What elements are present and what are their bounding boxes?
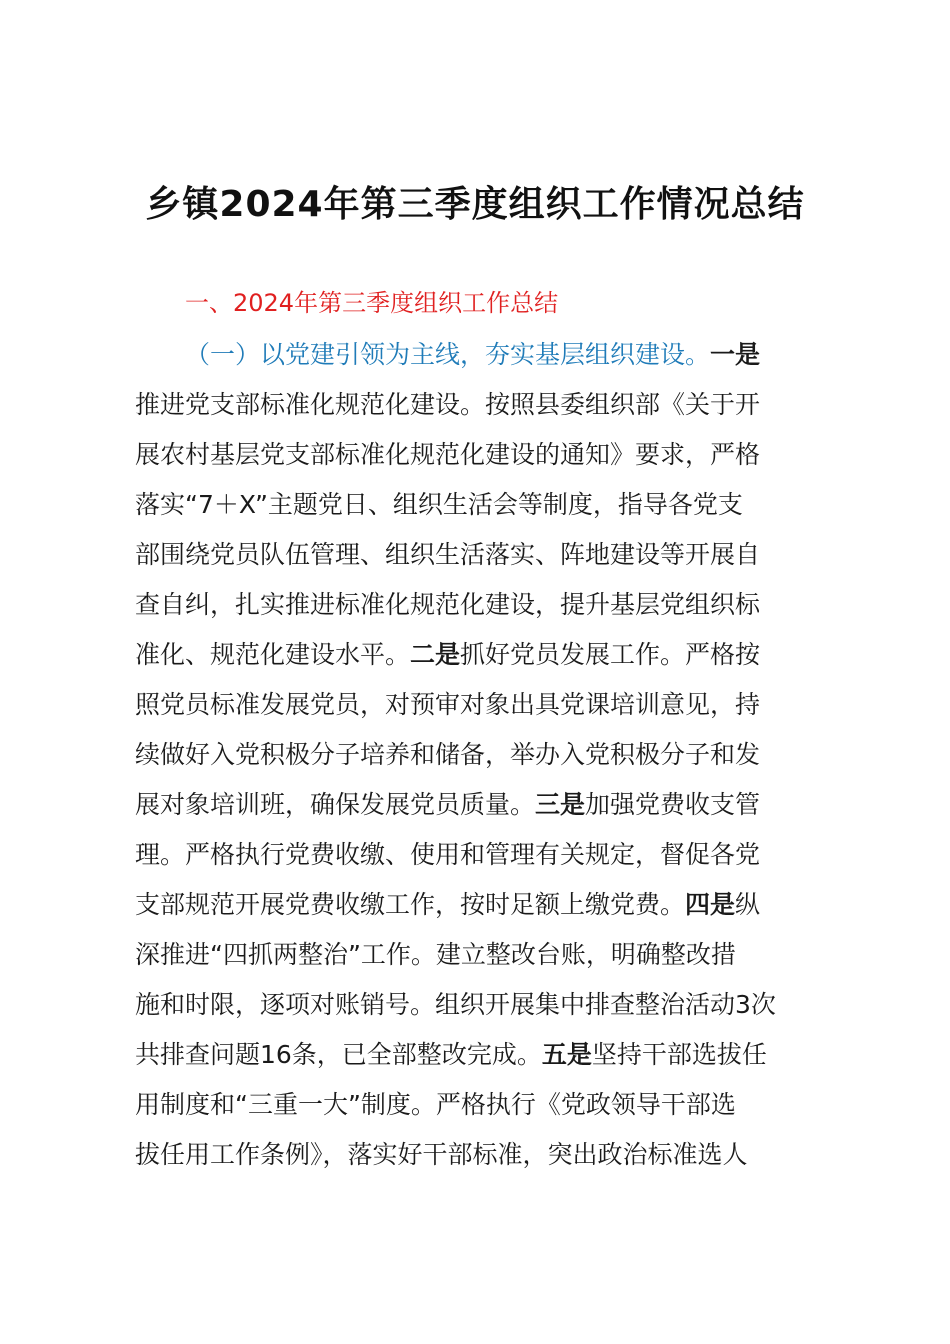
body-line (135, 930, 835, 980)
subheading: （一）以党建引领为主线，夯实基层组织建设。 (185, 340, 711, 369)
line-text: 续做好入党积极分子培养和储备，举办入党积极分子和发 (135, 740, 761, 769)
body-line (135, 980, 835, 1030)
body-line (135, 830, 835, 880)
body-text (135, 330, 835, 1180)
line-bold: 一是 (710, 340, 761, 369)
body-line (135, 330, 835, 380)
line-text: 展农村基层党支部标准化规范化建设的通知》要求，严格 (135, 440, 761, 469)
line-text: 用制度和“三重一大”制度。严格执行《党政领导干部选 (135, 1090, 736, 1119)
line-text: 抓好党员发展工作。严格按 (460, 640, 761, 669)
line-text: 深推进“四抓两整治”工作。建立整改台账，明确整改措 (135, 940, 736, 969)
body-line (135, 580, 835, 630)
line-text: 查自纠，扎实推进标准化规范化建设，提升基层党组织标 (135, 590, 761, 619)
line-bold: 四是 (685, 890, 736, 919)
body-line (135, 880, 835, 930)
line-text: 理。严格执行党费收缴、使用和管理有关规定，督促各党 (135, 840, 761, 869)
body-line (135, 730, 835, 780)
line-bold: 二是 (410, 640, 461, 669)
body-line (135, 1080, 835, 1130)
body-line (135, 780, 835, 830)
line-text: 拔任用工作条例》，落实好干部标准，突出政治标准选人 (135, 1140, 748, 1169)
line-text: 展对象培训班，确保发展党员质量。 (135, 790, 536, 819)
line-text: 支部规范开展党费收缴工作，按时足额上缴党费。 (135, 890, 686, 919)
body-line (135, 480, 835, 530)
body-line (135, 1030, 835, 1080)
section-heading: 一、2024年第三季度组织工作总结 (185, 289, 559, 317)
line-bold: 三是 (535, 790, 586, 819)
body-line (135, 530, 835, 580)
line-text: 推进党支部标准化规范化建设。按照县委组织部《关于开 (135, 390, 761, 419)
body-line (135, 630, 835, 680)
line-bold: 五是 (541, 1040, 592, 1069)
document-title: 乡镇2024年第三季度组织工作情况总结 (145, 184, 805, 225)
line-text: 落实“7＋X”主题党日、组织生活会等制度，指导各党支 (135, 490, 743, 519)
line-text: 坚持干部选拔任 (591, 1040, 767, 1069)
line-text: 加强党费收支管 (585, 790, 761, 819)
body-line (135, 680, 835, 730)
line-text: 部围绕党员队伍管理、组织生活落实、阵地建设等开展自 (135, 540, 761, 569)
body-line (135, 1130, 835, 1180)
body-line (135, 430, 835, 480)
line-text: 纵 (735, 890, 761, 919)
line-text: 施和时限，逐项对账销号。组织开展集中排查整治活动3次 (135, 990, 776, 1019)
line-text: 准化、规范化建设水平。 (135, 640, 411, 669)
body-line (135, 380, 835, 430)
line-text: 共排查问题16条，已全部整改完成。 (135, 1040, 542, 1069)
line-text: 照党员标准发展党员，对预审对象出具党课培训意见，持 (135, 690, 761, 719)
